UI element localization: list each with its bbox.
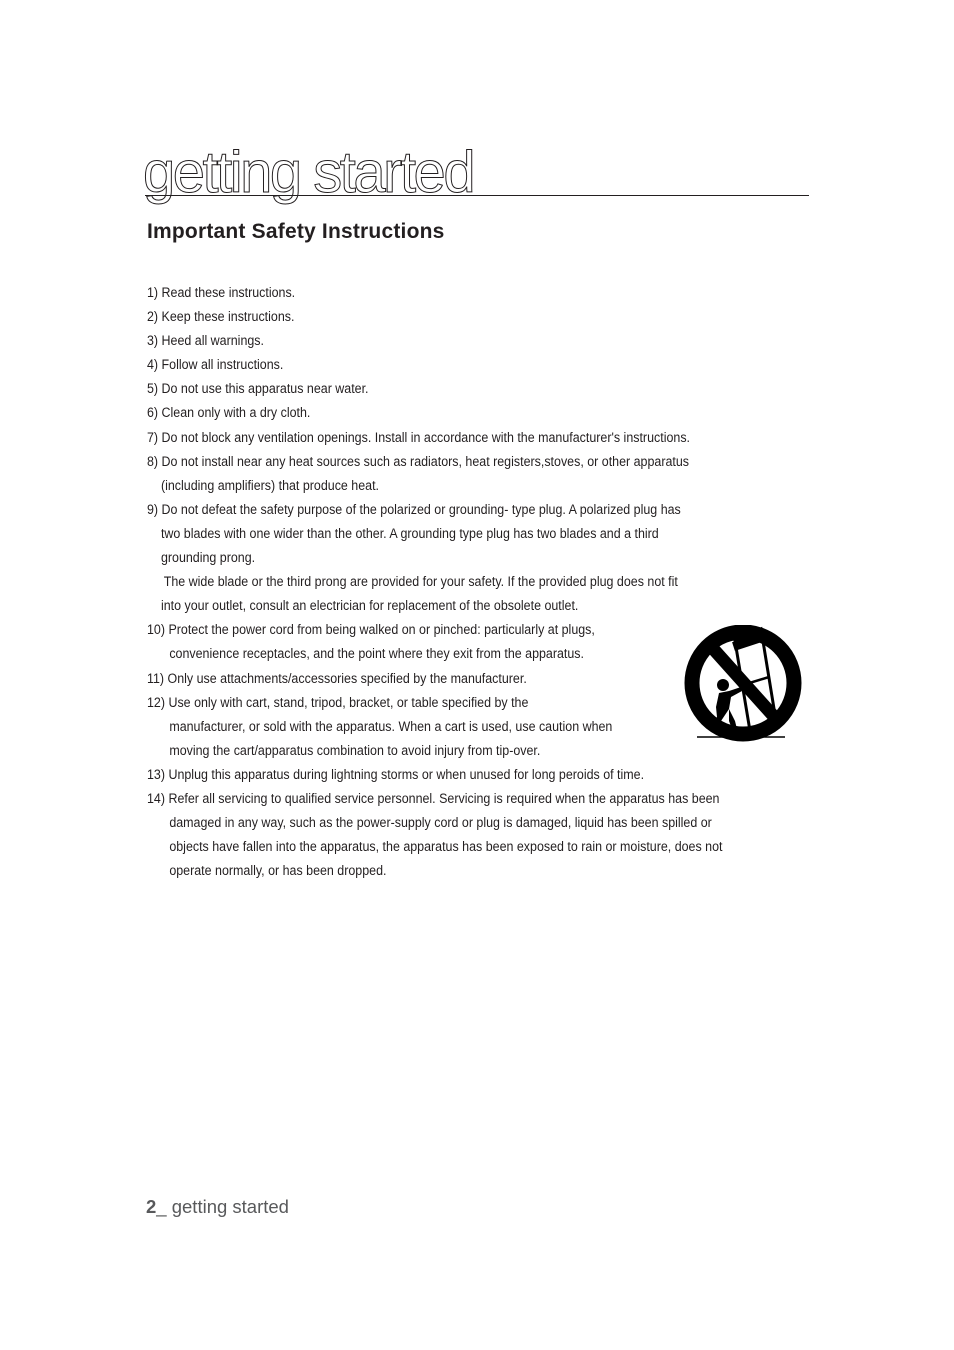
- instruction-5: 5) Do not use this apparatus near water.: [147, 381, 369, 397]
- instruction-11: 11) Only use attachments/accessories specified by the manufacturer.: [147, 670, 527, 686]
- chapter-rule: [145, 195, 809, 196]
- instruction-14-cont: operate normally, or has been dropped.: [169, 863, 387, 879]
- footer-separator: _: [156, 1196, 167, 1217]
- instruction-1: 1) Read these instructions.: [147, 285, 296, 300]
- page-number: 2: [146, 1196, 157, 1217]
- instruction-3: 3) Heed all warnings.: [147, 333, 264, 349]
- instruction-13: 13) Unplug this apparatus during lightning storms or when unused for long peroids of time.: [147, 766, 645, 782]
- instruction-7: 7) Do not block any ventilation openings. Install in accordance with the manufacturer's instructions.: [147, 429, 691, 445]
- instruction-4: 4) Follow all instructions.: [147, 357, 284, 373]
- instruction-14-cont: damaged in any way, such as the power-supply cord or plug is damaged, liquid has been spilled or: [169, 815, 712, 831]
- instruction-6: 6) Clean only with a dry cloth.: [147, 405, 311, 421]
- instruction-14-cont: objects have fallen into the apparatus, the apparatus has been exposed to rain or moisture, does not: [169, 839, 723, 855]
- instruction-9-note-cont: into your outlet, consult an electrician for replacement of the obsolete outlet.: [160, 598, 579, 614]
- instruction-8-cont: (including amplifiers) that produce heat.: [160, 477, 380, 493]
- cart-tip-over-warning-icon: [683, 625, 803, 743]
- instruction-12: 12) Use only with cart, stand, tripod, bracket, or table specified by the: [147, 694, 529, 710]
- instruction-2: 2) Keep these instructions.: [147, 309, 295, 325]
- instruction-9-cont: grounding prong.: [160, 550, 256, 566]
- instruction-9: 9) Do not defeat the safety purpose of the polarized or grounding- type plug. A polarized plug has: [147, 501, 681, 517]
- instruction-9-cont: two blades with one wider than the other. A grounding type plug has two blades and a third: [160, 525, 659, 541]
- instruction-8: 8) Do not install near any heat sources such as radiators, heat registers,stoves, or other apparatus: [147, 453, 690, 469]
- instruction-14: 14) Refer all servicing to qualified service personnel. Servicing is required when the apparatus has been: [147, 790, 720, 806]
- section-title: Important Safety Instructions: [147, 220, 445, 243]
- instruction-9-note: The wide blade or the third prong are provided for your safety. If the provided plug does not fit: [163, 574, 678, 590]
- instruction-10: 10) Protect the power cord from being walked on or pinched: particularly at plugs,: [147, 622, 595, 638]
- instruction-12-cont: moving the cart/apparatus combination to avoid injury from tip-over.: [169, 742, 541, 758]
- instruction-10-cont: convenience receptacles, and the point where they exit from the apparatus.: [169, 646, 584, 662]
- chapter-title: getting started: [143, 140, 474, 205]
- page-footer: [146, 1196, 289, 1218]
- instruction-12-cont: manufacturer, or sold with the apparatus. When a cart is used, use caution when: [169, 718, 613, 734]
- safety-instructions-list: [147, 283, 797, 885]
- footer-label: getting started: [166, 1196, 289, 1217]
